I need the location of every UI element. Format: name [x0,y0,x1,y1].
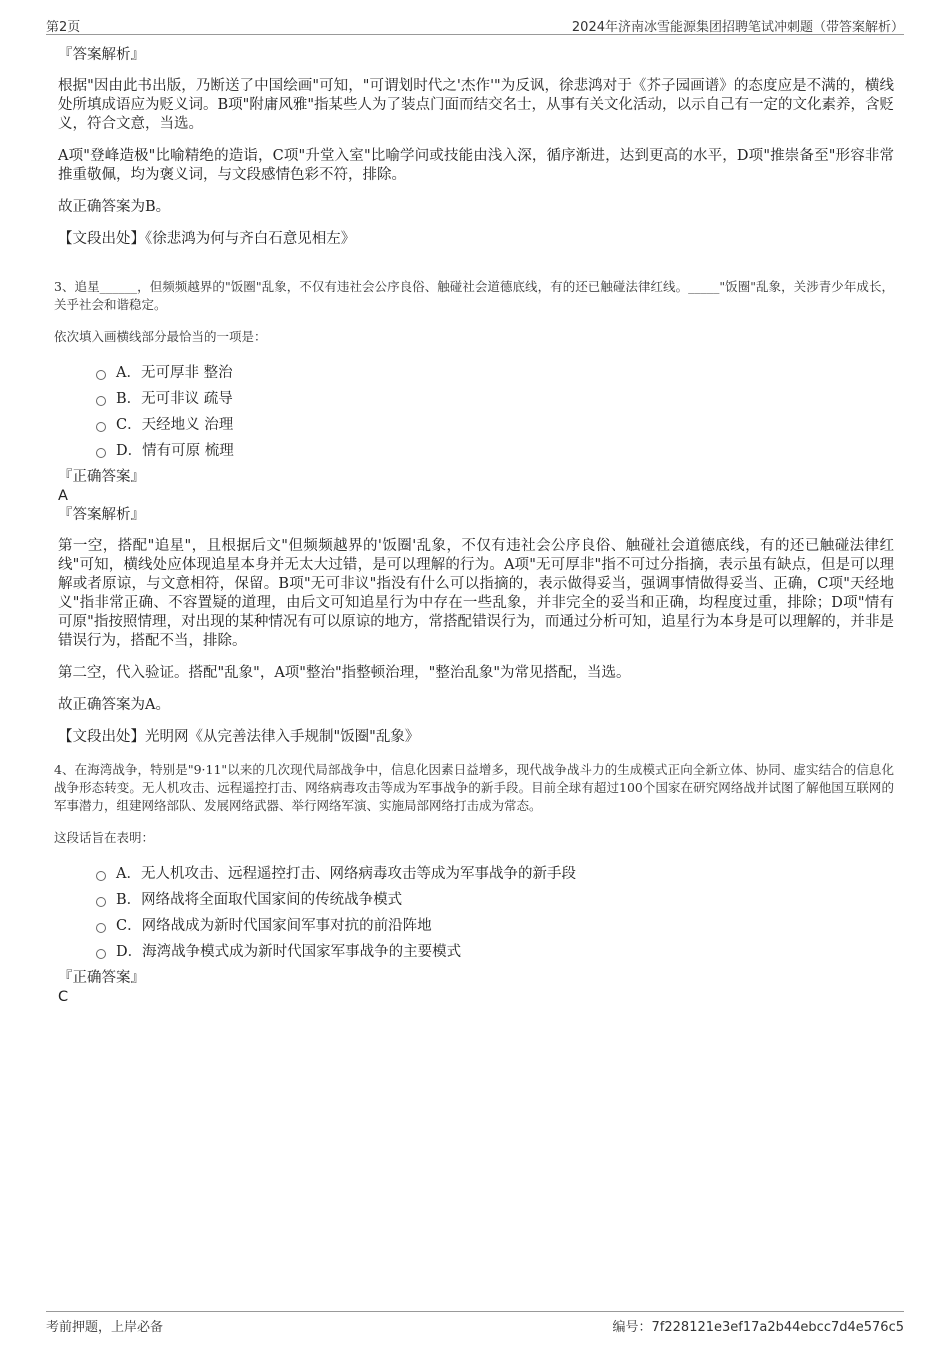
question-prompt: 这段话旨在表明： [54,830,155,845]
analysis-label: 『答案解析』 [58,507,145,523]
source-citation: 【文段出处】光明网《从完善法律入手规制"饭圈"乱象》 [58,729,420,745]
correct-answer: C [58,989,69,1005]
question-stem: 3、追星______，但频频越界的"饭圈"乱象，不仅有违社会公序良俗、触碰社会道德底线，有的还已触碰法律红线。_____"饭圈"乱象，关涉青少年成长，关乎社会和谐稳定。 [54,279,894,312]
correct-answer-label: 『正确答案』 [58,469,145,485]
analysis-conclusion: 故正确答案为A。 [58,697,170,713]
option-a[interactable]: A．无可厚非 整治 [96,360,894,386]
option-d[interactable]: D．海湾战争模式成为新时代国家军事战争的主要模式 [96,939,894,965]
page-content [54,46,894,1007]
page-number: 第2页 [46,20,81,35]
page-header [46,14,904,35]
option-list [58,861,894,965]
radio-icon[interactable] [96,396,106,406]
footer-slogan: 考前押题，上岸必备 [46,1320,164,1335]
analysis-paragraph: A项"登峰造极"比喻精绝的造诣，C项"升堂入室"比喻学问或技能由浅入深，循序渐进，达到更高的水平，D项"推崇备至"形容非常推重敬佩，均为褒义词，与文段感情色彩不符，排除。 [58,148,894,183]
radio-icon[interactable] [96,370,106,380]
question-prompt: 依次填入画横线部分最恰当的一项是： [54,329,267,344]
document-code: 编号：7f228121e3ef17a2b44ebcc7d4e576c5 [612,1320,904,1335]
source-citation: 【文段出处】《徐悲鸿为何与齐白石意见相左》 [58,231,356,247]
analysis-paragraph: 第二空，代入验证。搭配"乱象"，A项"整治"指整顿治理，"整治乱象"为常见搭配，当选。 [58,665,631,681]
option-c[interactable]: C．网络战成为新时代国家间军事对抗的前沿阵地 [96,913,894,939]
option-b[interactable]: B．无可非议 疏导 [96,386,894,412]
radio-icon[interactable] [96,448,106,458]
option-d[interactable]: D．情有可原 梳理 [96,438,894,464]
option-a[interactable]: A．无人机攻击、远程遥控打击、网络病毒攻击等成为军事战争的新手段 [96,861,894,887]
radio-icon[interactable] [96,949,106,959]
radio-icon[interactable] [96,923,106,933]
page-footer [46,1311,904,1334]
correct-answer: A [58,488,68,504]
option-list [58,360,894,464]
correct-answer-label: 『正确答案』 [58,970,145,986]
radio-icon[interactable] [96,422,106,432]
analysis-label: 『答案解析』 [58,47,145,63]
analysis-paragraph: 根据"因由此书出版，乃断送了中国绘画"可知，"可谓划时代之'杰作'"为反讽，徐悲鸿对于《芥子园画谱》的态度应是不满的，横线处所填成语应为贬义词。B项"附庸风雅"指某些人为了装点门面而结交名士，从事有关文化活动，以示自己有一定的文化素养，含贬义，符合文意，当选。 [58,78,894,132]
analysis-conclusion: 故正确答案为B。 [58,199,171,215]
option-c[interactable]: C．天经地义 治理 [96,412,894,438]
analysis-paragraph: 第一空，搭配"追星"，且根据后文"但频频越界的'饭圈'乱象，不仅有违社会公序良俗、触碰社会道德底线，有的还已触碰法律红线"可知，横线处应体现追星本身并无太大过错，是可以理解的行为。A项"无可厚非"指不可过分指摘，表示虽有缺点，但是可以理解或者原谅，与文意相符，保留。B项"无可非议"指没有什么可以指摘的，表示做得妥当，强调事情做得妥当、正确，C项"天经地义"指非常正确、不容置疑的道理，由后文可知追星行为中存在一些乱象，并非完全的妥当和正确，均程度过重，排除；D项"情有可原"指按照情理，对出现的某种情况有可以原谅的地方，常搭配错误行为，而通过分析可知，追星行为本身是可以理解的，并非是错误行为，搭配不当，排除。 [58,538,894,649]
question-stem: 4、在海湾战争，特别是"9·11"以来的几次现代局部战争中，信息化因素日益增多，现代战争战斗力的生成模式正向全新立体、协同、虚实结合的信息化战争形态转变。无人机攻击、远程遥控打击、网络病毒攻击等成为军事战争的新手段。目前全球有超过100个国家在研究网络战并试图了解他国互联网的军事潜力，组建网络部队、发展网络武器、举行网络军演、实施局部网络打击成为常态。 [54,762,894,813]
document-title: 2024年济南冰雪能源集团招聘笔试冲刺题（带答案解析） [571,20,904,35]
radio-icon[interactable] [96,897,106,907]
option-b[interactable]: B．网络战将全面取代国家间的传统战争模式 [96,887,894,913]
radio-icon[interactable] [96,871,106,881]
